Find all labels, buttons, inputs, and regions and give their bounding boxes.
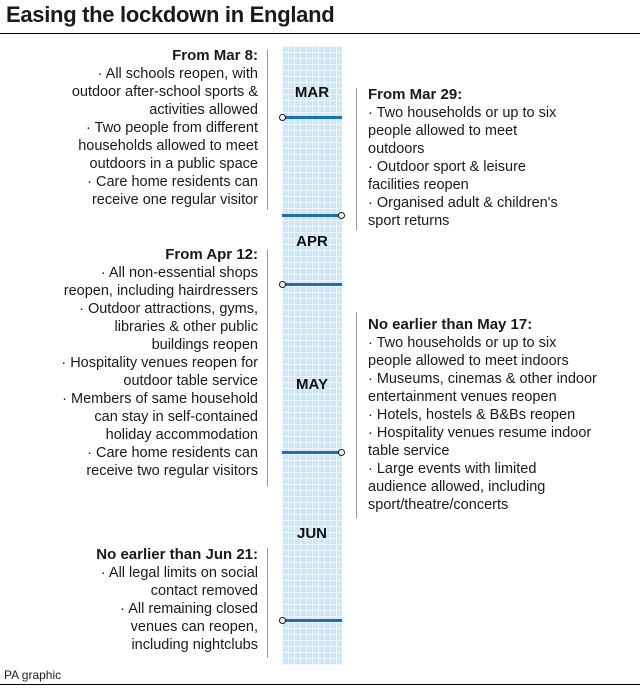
stage-item: · Outdoor attractions, gyms, libraries & other public buildings reopen — [79, 301, 258, 353]
stage-item: · Care home residents can receive two regular visitors — [86, 445, 258, 479]
page-title: Easing the lockdown in England — [6, 2, 335, 27]
timeline-tick-jun-21 — [282, 619, 342, 622]
stage-item: · Two people from different households allowed to meet outdoors in a public space — [78, 120, 258, 172]
stage-item: · Members of same household can stay in self-contained holiday accommodation — [62, 391, 258, 443]
month-label-jun: JUN — [296, 525, 327, 542]
stage-item: · Organised adult & children's sport returns — [368, 195, 558, 229]
timeline-strip — [282, 46, 342, 665]
timeline-tick-apr-12 — [282, 283, 342, 286]
stage-mar-8 — [10, 47, 258, 209]
stage-may-17 — [368, 316, 638, 514]
stage-item: · Outdoor sport & leisure facilities reopen — [368, 159, 526, 193]
bracket-mar-29 — [356, 88, 357, 230]
marker-mar-8 — [279, 114, 286, 121]
stage-item: · All non-essential shops reopen, including hairdressers — [63, 265, 258, 299]
stage-item: · Large events with limited audience allowed, including sport/theatre/concerts — [368, 461, 546, 513]
bracket-jun-21 — [267, 548, 268, 658]
timeline-tick-may-17 — [282, 451, 342, 454]
stage-mar-29 — [368, 86, 634, 230]
stage-item: · All remaining closed venues can reopen, including nightclubs — [120, 601, 258, 653]
stage-jun-21 — [10, 546, 258, 654]
month-label-apr: APR — [296, 233, 328, 250]
month-label-may: MAY — [296, 376, 328, 393]
stage-item: · Two households or up to six people allowed to meet indoors — [368, 335, 569, 369]
stage-item: · Two households or up to six people allowed to meet outdoors — [368, 105, 557, 157]
bracket-apr-12 — [267, 250, 268, 486]
credit-label: PA graphic — [4, 668, 62, 682]
stage-item: · Care home residents can receive one regular visitor — [87, 174, 258, 208]
stage-item: · Hotels, hostels & B&Bs reopen — [368, 407, 576, 423]
stage-item: · Museums, cinemas & other indoor entertainment venues reopen — [368, 371, 597, 405]
stage-heading: No earlier than May 17: — [368, 316, 533, 333]
bracket-may-17 — [356, 312, 357, 518]
stage-item: · Hospitality venues reopen for outdoor table service — [61, 355, 258, 389]
top-divider — [0, 33, 640, 34]
stage-heading: From Apr 12: — [165, 246, 258, 263]
stage-heading: No earlier than Jun 21: — [96, 546, 258, 563]
marker-jun-21 — [279, 617, 286, 624]
stage-item: · All legal limits on social contact removed — [100, 565, 258, 599]
stage-item: · Hospitality venues resume indoor table service — [368, 425, 592, 459]
stage-apr-12 — [10, 246, 258, 480]
bottom-divider — [0, 684, 640, 685]
stage-heading: From Mar 8: — [172, 47, 258, 64]
stage-item: · All schools reopen, with outdoor after-school sports & activities allowed — [71, 66, 258, 118]
marker-may-17 — [338, 449, 345, 456]
bracket-mar-8 — [267, 50, 268, 210]
timeline-tick-mar-8 — [282, 116, 342, 119]
month-label-mar: MAR — [294, 84, 330, 101]
marker-apr-12 — [279, 281, 286, 288]
marker-mar-29 — [338, 212, 345, 219]
stage-heading: From Mar 29: — [368, 86, 463, 103]
timeline-tick-mar-29 — [282, 214, 342, 217]
